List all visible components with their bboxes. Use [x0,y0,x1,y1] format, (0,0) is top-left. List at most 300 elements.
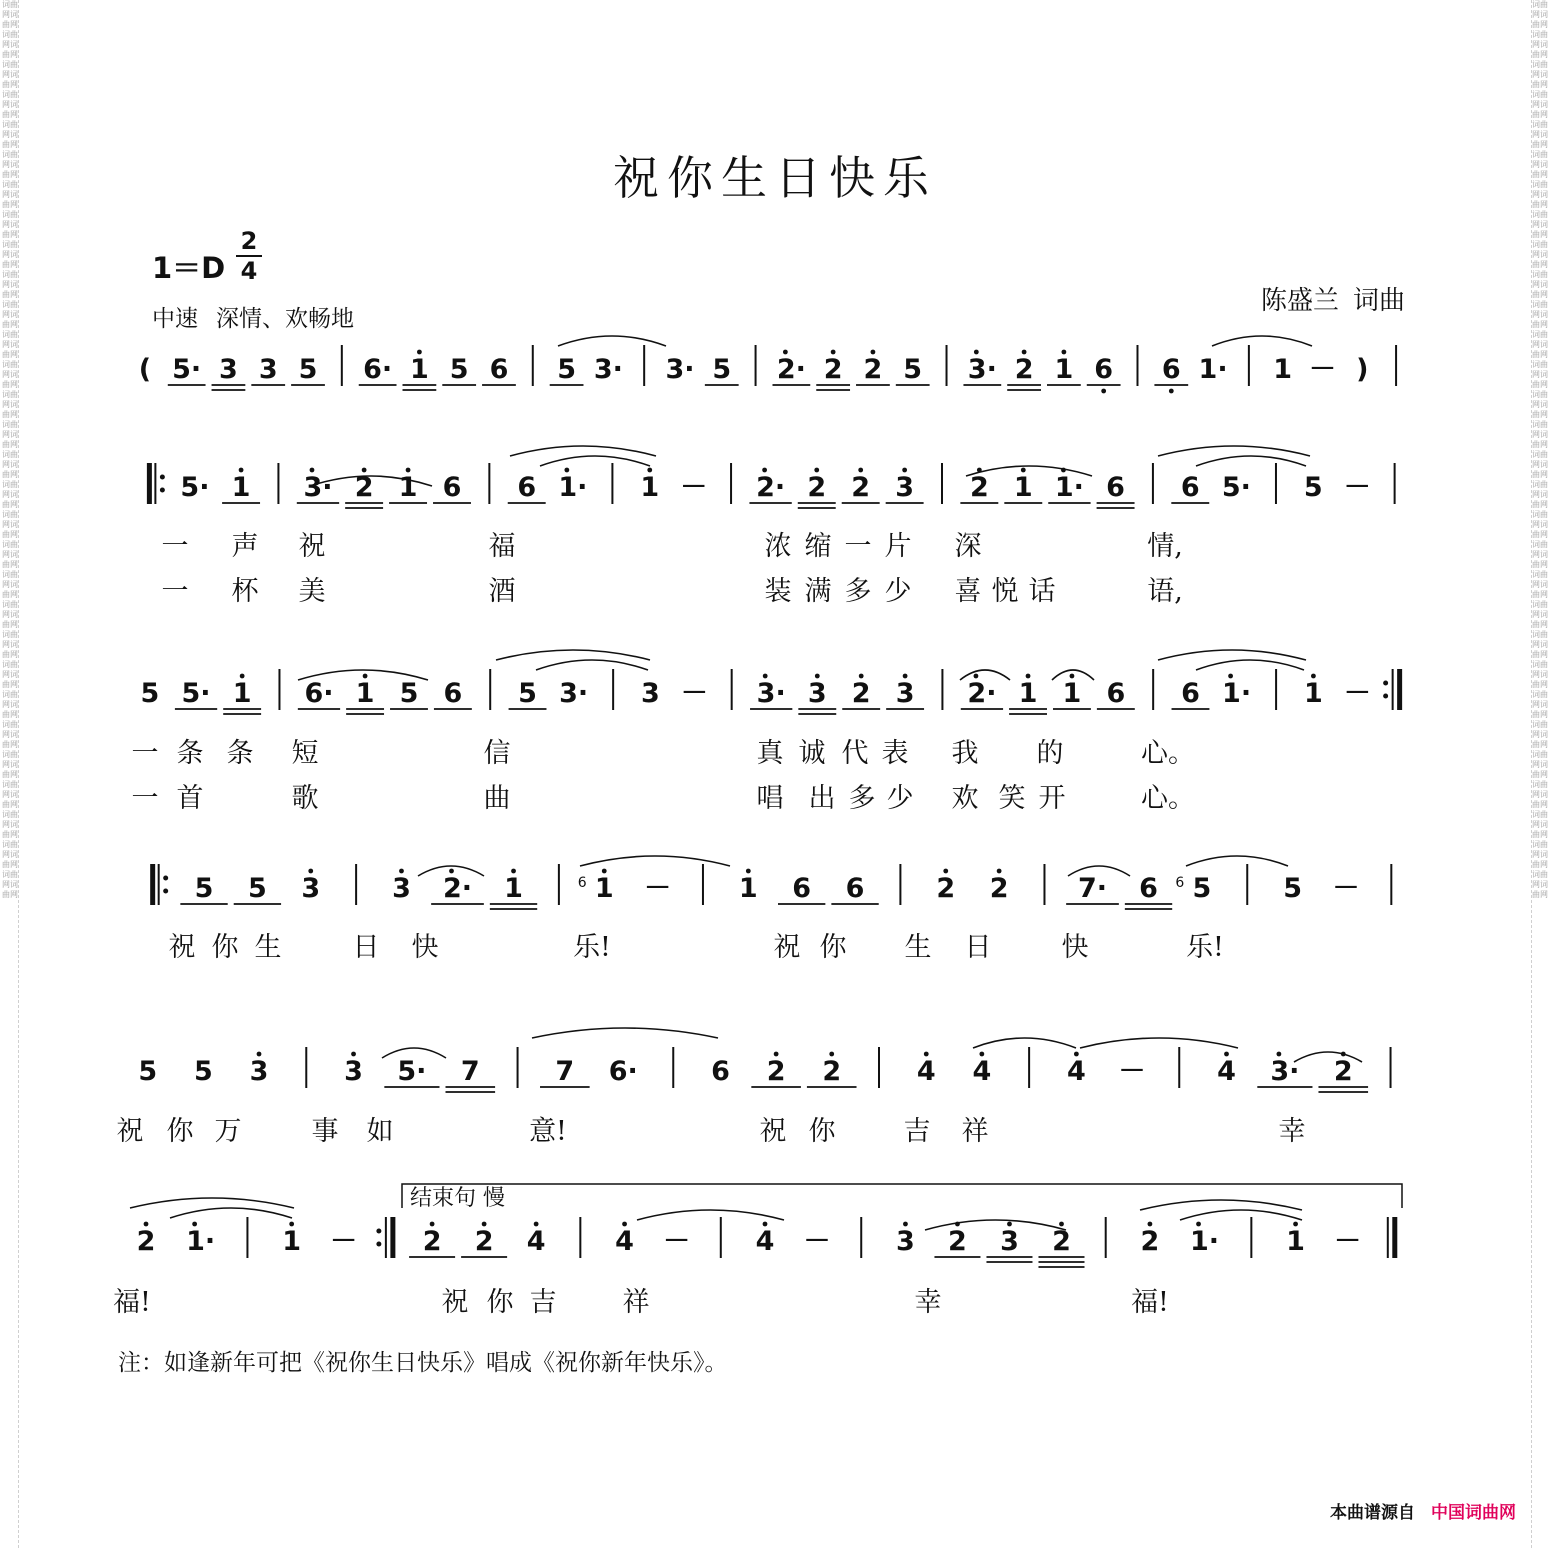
lyric-syllable: 诚 [798,738,826,769]
note [186,1222,215,1257]
svg-text:6·: 6· [304,678,334,709]
svg-text:6·: 6· [608,1056,638,1087]
lyric-syllable: 祝 [441,1287,469,1318]
svg-text:5: 5 [194,1056,213,1087]
note [990,869,1009,904]
svg-text:3: 3 [807,678,827,709]
svg-text:2: 2 [823,354,843,385]
lyric-syllable: 酒 [488,576,516,607]
note [390,678,428,709]
svg-text:3: 3 [344,1056,363,1087]
svg-text:1·: 1· [1190,1226,1220,1257]
svg-text:3: 3 [249,1056,269,1087]
slur [925,1220,1066,1230]
lyric-syllable: 的 [1036,738,1064,769]
lyric-syllable: 少 [886,783,914,814]
lyric-line [117,1116,1306,1147]
svg-text:1: 1 [1273,354,1293,385]
lyric-syllable: 代 [841,738,869,769]
note [344,1052,363,1087]
svg-text:1·: 1· [1222,678,1252,709]
svg-text:2·: 2· [756,472,786,503]
note [1172,678,1210,709]
tempo-speed: 中速 [152,306,198,332]
note [1097,678,1135,709]
svg-text:5·: 5· [1221,472,1251,503]
svg-text:5·: 5· [172,354,202,385]
note [972,1052,991,1087]
lyric-syllable: 一 [844,531,872,562]
note [739,869,758,904]
svg-text:1: 1 [1286,1226,1305,1257]
lyric-syllable: 祝 [773,932,801,963]
note [640,468,659,503]
svg-text:5·: 5· [397,1056,427,1087]
lyric-syllable: 多 [844,576,872,607]
svg-text:2·: 2· [776,354,806,385]
note [330,1226,357,1257]
note [1004,468,1042,503]
lyric-syllable: 祝 [298,531,326,562]
barline [376,1217,393,1258]
svg-text:4: 4 [972,1056,992,1087]
lyric-syllable: 曲 [483,783,511,814]
note [1273,354,1292,385]
svg-text:5: 5 [1303,472,1323,503]
note [986,1222,1032,1262]
svg-text:3·: 3· [756,678,786,709]
note [961,674,1003,709]
svg-text:1: 1 [409,354,429,385]
note [917,1052,936,1087]
svg-text:1: 1 [640,472,660,503]
svg-text:－: － [803,1226,831,1257]
lyric-syllable: 喜 [954,576,982,607]
svg-text:1·: 1· [558,472,588,503]
svg-text:2: 2 [851,472,871,503]
lyric-syllable: 乐! [1186,932,1224,963]
lyric-syllable: 幸 [1278,1116,1306,1147]
svg-text:5: 5 [298,354,318,385]
note [1175,873,1211,904]
lyric-syllable: 你 [819,932,847,963]
note [1154,354,1188,393]
note [212,354,246,390]
svg-text:6: 6 [1180,472,1200,503]
svg-text:2: 2 [948,1226,967,1257]
lyric-syllable: 多 [848,783,876,814]
lyric-syllable: 缩 [804,531,832,562]
note [1332,873,1359,904]
lyric-syllable: 信 [483,738,511,769]
svg-text:4: 4 [526,1226,546,1257]
note [527,1222,546,1257]
svg-text:3: 3 [301,873,321,904]
lyric-syllable: 唱 [756,783,784,814]
svg-text:2: 2 [863,354,883,385]
svg-text:3·: 3· [593,354,623,385]
lyric-syllable: 一 [131,783,159,814]
svg-text:3: 3 [392,873,411,904]
note [137,1222,156,1257]
note [896,1222,915,1257]
lyric-syllable: 满 [804,576,832,607]
note [886,468,924,503]
note [194,1056,213,1087]
svg-text:－: － [1343,678,1371,709]
lyric-syllable: 吉 [903,1116,931,1147]
note [594,354,623,385]
barline [153,864,169,905]
note [1118,1056,1145,1087]
lyric-syllable: 悦 [991,576,1019,607]
svg-text:5: 5 [140,678,160,709]
note [831,873,878,904]
note [1344,678,1371,709]
note [297,468,339,503]
svg-text:2: 2 [807,472,827,503]
note [1344,472,1371,503]
note [384,1056,439,1087]
lyric-syllable: 首 [176,783,204,814]
svg-text:5: 5 [557,354,576,385]
composer-name: 陈盛兰 [1260,286,1339,316]
svg-text:2: 2 [1333,1056,1353,1087]
note [1097,472,1135,508]
svg-text:－: － [1308,354,1336,385]
svg-text:2: 2 [989,873,1009,904]
note [1334,1226,1361,1257]
barline [149,463,165,504]
note [409,1222,455,1257]
note [665,354,694,385]
lyric-syllable: 杯 [231,576,259,607]
svg-text:6: 6 [1106,472,1125,503]
lyric-line [162,531,1183,562]
note [345,468,383,508]
note [778,873,825,904]
note [1009,674,1047,714]
note [1125,873,1172,909]
slur [1180,1210,1302,1220]
svg-text:): ) [1356,354,1369,385]
svg-text:－: － [663,1226,691,1257]
svg-text:4: 4 [1217,1056,1236,1087]
svg-text:2: 2 [1052,1226,1071,1257]
note [403,350,437,390]
svg-text:2: 2 [422,1226,442,1257]
lyric-syllable: 快 [1061,932,1089,963]
slur [637,1210,784,1220]
note [1067,1052,1086,1087]
time-signature-bottom: 4 [240,257,258,285]
svg-text:5: 5 [903,354,923,385]
lyric-syllable: 一 [131,738,159,769]
lyric-syllable: 歌 [291,783,319,814]
note [798,468,836,508]
note [223,674,261,714]
slur [1158,446,1310,456]
note [431,869,484,904]
note [389,468,427,503]
note [798,674,836,714]
note [1007,350,1041,390]
note [446,1056,496,1092]
lyric-syllable: 装 [764,576,792,607]
svg-text:3·: 3· [665,354,695,385]
slur [580,856,730,866]
footnote: 注：如逢新年可把《祝你生日快乐》唱成《祝你新年快乐》。 [118,1350,728,1376]
lyric-syllable: 福 [488,531,516,562]
svg-text:4: 4 [916,1056,936,1087]
note [807,1052,857,1087]
svg-text:1·: 1· [1198,354,1228,385]
svg-text:2: 2 [1140,1226,1160,1257]
note [250,1052,269,1087]
lyric-syllable: 日 [964,932,992,963]
lyric-syllable: 条 [176,738,204,769]
note [1286,1222,1305,1257]
key-signature: 1＝D [152,251,226,285]
svg-text:2: 2 [1014,354,1034,385]
lyric-syllable: 片 [884,531,912,562]
note [615,1222,634,1257]
svg-text:2: 2 [136,1226,156,1257]
lyric-syllable: 祥 [961,1116,989,1147]
note [1356,354,1368,385]
lyric-syllable: 一 [161,531,189,562]
svg-text:6: 6 [711,1056,730,1087]
note [1222,472,1251,503]
svg-text:－: － [644,873,672,904]
note [842,468,880,503]
note [1217,1052,1236,1087]
slur [540,456,650,466]
lyric-syllable: 笑 [998,783,1026,814]
note [750,674,792,709]
watermark-left: 词曲网词曲网词曲网词曲网词曲网词曲网词曲网词曲网词曲网词曲网词曲网词曲网词曲网词曲网词曲网词曲网词曲网词曲网词曲网词曲网词曲网词曲网词曲网词曲网词曲网词曲网词曲网词曲网词曲网词曲网词曲网词曲网词曲网词曲网词曲网词曲网词曲网词曲网词曲网词曲网词曲网词曲网词曲网词曲网词曲网词曲网词曲网词曲网词曲网词曲网词曲网词曲网词曲网词曲网词曲网词曲网词曲网词曲网词曲网词曲网 [2,0,19,1548]
lyric-syllable: 如 [366,1116,394,1147]
barline [1383,669,1400,710]
slur [1212,336,1312,346]
slur [973,1038,1076,1048]
note [234,873,281,904]
note [251,354,285,385]
note [578,869,614,904]
note [301,869,320,904]
svg-text:1: 1 [1013,472,1033,503]
svg-text:6: 6 [489,354,509,385]
svg-text:1: 1 [504,873,523,904]
note [434,678,472,709]
lyric-syllable: 生 [254,932,282,963]
lyric-line [162,576,1183,607]
svg-text:2: 2 [969,472,989,503]
barline [1388,1217,1395,1258]
svg-text:5: 5 [247,873,267,904]
svg-text:2: 2 [936,873,956,904]
lyric-syllable: 祝 [116,1116,144,1147]
svg-text:3: 3 [219,354,238,385]
svg-text:－: － [1332,873,1360,904]
svg-text:2: 2 [766,1056,786,1087]
svg-text:1: 1 [398,472,418,503]
note [756,1222,775,1257]
svg-text:6: 6 [443,678,463,709]
slur [510,446,656,456]
note [1309,354,1336,385]
slur [130,1198,294,1208]
svg-text:2·: 2· [967,678,997,709]
lyric-syllable: 意! [529,1116,567,1147]
note [141,678,160,709]
svg-text:1: 1 [282,1226,302,1257]
lyric-syllable: 福! [113,1287,151,1318]
svg-text:－: － [680,472,708,503]
lyric-syllable: 表 [881,738,909,769]
slur [170,1208,292,1218]
svg-text:6·: 6· [363,354,393,385]
svg-text:6: 6 [1139,873,1158,904]
lyric-syllable: 话 [1028,576,1056,607]
lyric-syllable: 祝 [759,1116,787,1147]
lyric-syllable: 你 [211,932,239,963]
lyric-syllable: 事 [311,1116,339,1147]
note [346,674,384,714]
svg-text:3: 3 [895,678,915,709]
note [138,1056,157,1087]
svg-text:5: 5 [518,678,537,709]
svg-text:2·: 2· [442,873,473,904]
svg-text:2: 2 [474,1226,494,1257]
svg-text:1: 1 [232,678,252,709]
lyric-syllable: 声 [231,531,259,562]
svg-text:6: 6 [517,472,537,503]
note [282,1222,301,1257]
svg-text:3·: 3· [303,472,333,503]
note [1222,674,1251,709]
lyric-syllable: 短 [291,738,319,769]
note [936,869,955,904]
lyric-syllable: 一 [161,576,189,607]
note [442,354,476,385]
svg-text:1: 1 [738,873,758,904]
note [680,472,707,503]
svg-text:3·: 3· [1270,1056,1300,1087]
note [886,674,924,709]
lyric-syllable: 出 [808,783,836,814]
note [1318,1052,1368,1092]
svg-text:5: 5 [194,873,214,904]
note [508,472,546,503]
song-title: 祝你生日快乐 [613,151,937,205]
svg-text:1: 1 [1304,678,1323,709]
source-footer [1330,1498,1516,1523]
slur [532,1028,718,1038]
lyric-syllable: 情, [1147,531,1183,562]
slur [1186,856,1288,866]
lyric-syllable: 真 [756,738,784,769]
svg-text:4: 4 [1066,1056,1086,1087]
note [1053,674,1091,709]
svg-text:6: 6 [1161,354,1181,385]
lyric-syllable: 乐! [573,932,611,963]
lyric-syllable: 你 [486,1287,514,1318]
note [842,674,880,709]
note [482,354,516,385]
lyric-syllable: 深 [954,531,982,562]
svg-text:1·: 1· [186,1226,216,1257]
note [772,350,810,385]
svg-text:6: 6 [845,873,865,904]
lyric-syllable: 开 [1038,783,1066,814]
svg-text:6: 6 [1094,354,1114,385]
svg-text:4: 4 [615,1226,634,1257]
lyric-syllable: 美 [298,576,326,607]
lyric-syllable: 日 [352,932,380,963]
time-signature-top: 2 [240,227,258,255]
svg-text:－: － [1334,1226,1362,1257]
svg-text:3: 3 [896,1226,915,1257]
ending-label: 结束句 慢 [410,1186,505,1211]
svg-text:5: 5 [712,354,732,385]
note [180,873,227,904]
lyric-syllable: 条 [226,738,254,769]
note [609,1056,638,1087]
svg-text:1·: 1· [1054,472,1084,503]
lyric-syllable: 我 [951,738,979,769]
lyric-syllable: 语, [1147,576,1183,607]
svg-text:3: 3 [1000,1226,1019,1257]
watermark-right: 词曲网词曲网词曲网词曲网词曲网词曲网词曲网词曲网词曲网词曲网词曲网词曲网词曲网词曲网词曲网词曲网词曲网词曲网词曲网词曲网词曲网词曲网词曲网词曲网词曲网词曲网词曲网词曲网词曲网词曲网词曲网词曲网词曲网词曲网词曲网词曲网词曲网词曲网词曲网词曲网词曲网词曲网词曲网词曲网词曲网词曲网词曲网词曲网词曲网词曲网词曲网词曲网词曲网词曲网词曲网词曲网词曲网词曲网词曲网词曲网 [1531,0,1548,1548]
svg-text:4: 4 [755,1226,775,1257]
note [559,678,588,709]
note [550,354,584,385]
note [433,472,471,503]
lyric-syllable: 你 [166,1116,194,1147]
slur [1158,650,1306,660]
tempo-expression: 深情、欢畅地 [216,306,354,332]
source-site-link[interactable]: 中国词曲网 [1431,1503,1516,1523]
lyric-syllable: 祥 [622,1287,650,1318]
note [641,678,660,709]
lyric-line [132,738,1196,769]
slur [1196,456,1306,466]
slur [1196,660,1304,670]
note [963,350,1001,385]
lyric-syllable: 心。 [1141,738,1195,769]
svg-text:6: 6 [1181,678,1200,709]
lyric-syllable: 你 [808,1116,836,1147]
lyric-syllable: 快 [411,932,439,963]
svg-text:3: 3 [895,472,915,503]
lyric-syllable: 生 [904,932,932,963]
svg-text:1: 1 [355,678,375,709]
note [540,1056,590,1087]
svg-text:7: 7 [460,1056,480,1087]
svg-text:6: 6 [442,472,462,503]
staff-system [113,1217,1395,1318]
staff-system [132,669,1400,814]
svg-text:－: － [1118,1056,1146,1087]
lyric-syllable: 福! [1131,1287,1169,1318]
note [558,468,587,503]
svg-text:5: 5 [1283,873,1303,904]
note [1066,873,1119,904]
lyric-syllable: 祝 [168,932,196,963]
staff-system [117,1047,1391,1147]
note [663,1226,690,1257]
